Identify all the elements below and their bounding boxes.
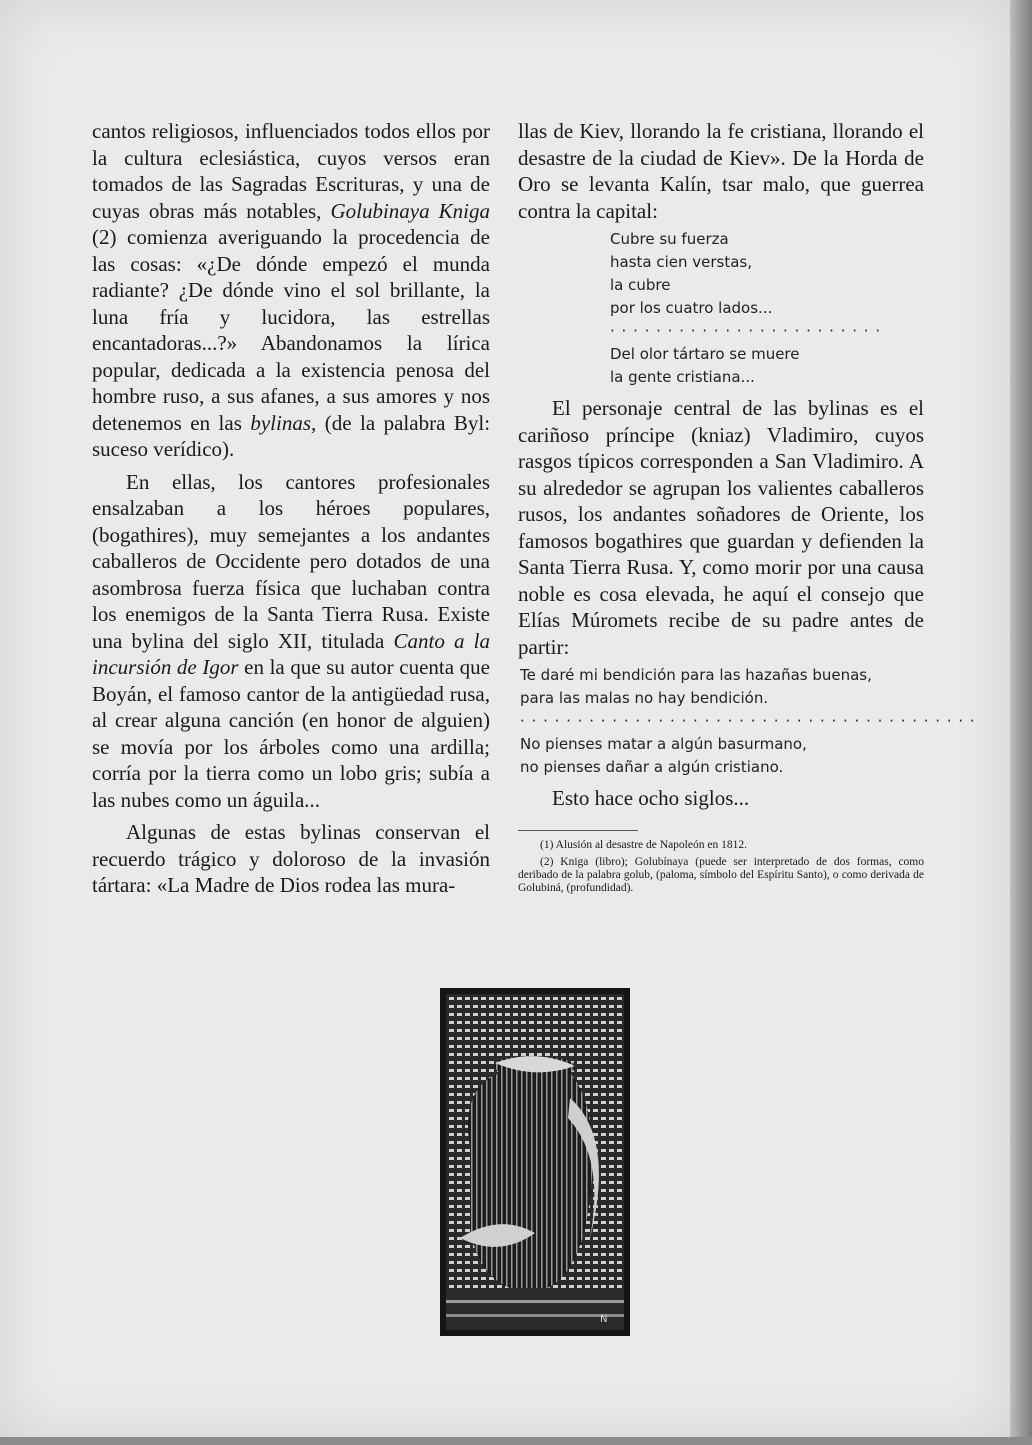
text: En ellas, los cantores profesionales ensalzaban a los héroes populares, (bogathires), muy semejantes a los andantes caballeros de Occidente pero dotados de una asombrosa fuerza física que luchaban contra los enemigos de la Santa Tierra Rusa. Existe una bylina del siglo XII, titulada — [92, 469, 490, 653]
text: (2) comienza averiguando la procedencia de las cosas: «¿De dónde empezó el munda radiante? ¿De dónde vino el sol brillante, la luna fría y lucidora, las estrellas encantadoras...?» Abandonamos la lírica popular, dedicada a la existencia penosa del hombre ruso, a sus afanes, a sus amores y nos detenemos en las — [92, 225, 490, 435]
footnote-2: (2) Kniga (libro); Golubínaya (puede ser interpretado de dos formas, como deribado de la palabra golub, (paloma, símbolo del Espíritu Santo), o como derivada de Golubiná, (profundidad). — [518, 855, 924, 894]
text: (de la palabra Byl: suceso verídico). — [92, 410, 491, 461]
paragraph-1 — [92, 118, 490, 463]
page-edge-shadow — [1010, 0, 1032, 1445]
verse-line: la gente cristiana... — [610, 368, 755, 386]
ellipsis-dots: · · · · · · · · · · · · · · · · · · · · · · · · · · · · · · · · · · · · · · · · — [520, 712, 976, 730]
verse-line: Del olor tártaro se muere — [610, 345, 800, 363]
paragraph-5: El personaje central de las bylinas es el cariñoso príncipe (kniaz) Vladimiro, cuyos rasgos típicos corresponden a San Vladimiro. A su alrededor se agrupan los valientes caballeros rusos, los andantes soñadores de Oriente, los famosos bogathires que guardan y defienden la Santa Tierra Rusa. Y, como morir por una causa noble es cosa elevada, he aquí el consejo que Elías Múromets recibe de su padre antes de partir: — [518, 396, 924, 659]
paragraph-6: Esto hace ocho siglos... — [552, 786, 750, 810]
verse-kalin — [610, 228, 924, 389]
ellipsis-dots: · · · · · · · · · · · · · · · · · · · · · · · · — [610, 322, 882, 340]
verse-line: Te daré mi bendición para las hazañas buenas, — [520, 666, 872, 684]
text: cantos religiosos, influenciados todos ellos por la cultura eclesiástica, cuyos versos eran tomados de las Sagradas Escrituras, y una de cuyas obras más notables, — [92, 119, 490, 223]
term-bylinas: bylinas, — [250, 410, 317, 435]
verse-line: la cubre — [610, 276, 671, 294]
bylina-title: Canto a la incursión de Igor — [92, 628, 490, 679]
verse-line: No pienses matar a algún basurmano, — [520, 735, 807, 753]
footnote-rule — [518, 830, 638, 831]
text: en la que su autor cuenta que Boyán, el famoso cantor de la antigüedad rusa, al crear alguna canción (en honor de alguien) se movía por los árboles como una ardilla; corría por la tierra como un lobo gris; subía a las nubes como un águila... — [92, 655, 490, 812]
verse-line: Cubre su fuerza — [610, 230, 729, 248]
woodcut-jug-illustration — [440, 988, 630, 1336]
right-column — [518, 118, 976, 899]
paragraph-3: Algunas de estas bylinas conservan el recuerdo trágico y doloroso de la invasión tártara: «La Madre de Dios rodea las mura- — [92, 820, 490, 897]
verse-line: para las malas no hay bendición. — [520, 689, 769, 707]
verse-blessing — [520, 664, 976, 779]
verse-line: hasta cien verstas, — [610, 253, 753, 271]
book-title: Golubinaya Kniga — [330, 198, 490, 223]
verse-line: por los cuatro lados... — [610, 299, 773, 317]
footnote-1: (1) Alusión al desastre de Napoleón en 1812. — [540, 838, 747, 851]
left-column — [92, 118, 490, 899]
paragraph-4: llas de Kiev, llorando la fe cristiana, llorando el desastre de la ciudad de Kiev». De la Horda de Oro se levanta Kalín, tsar malo, que guerrea contra la capital: — [518, 119, 924, 223]
svg-text:N: N — [600, 1314, 608, 1325]
footnotes — [518, 824, 924, 895]
paragraph-2 — [92, 469, 490, 814]
page-bottom-shadow — [0, 1437, 1032, 1445]
verse-line: no pienses dañar a algún cristiano. — [520, 758, 784, 776]
